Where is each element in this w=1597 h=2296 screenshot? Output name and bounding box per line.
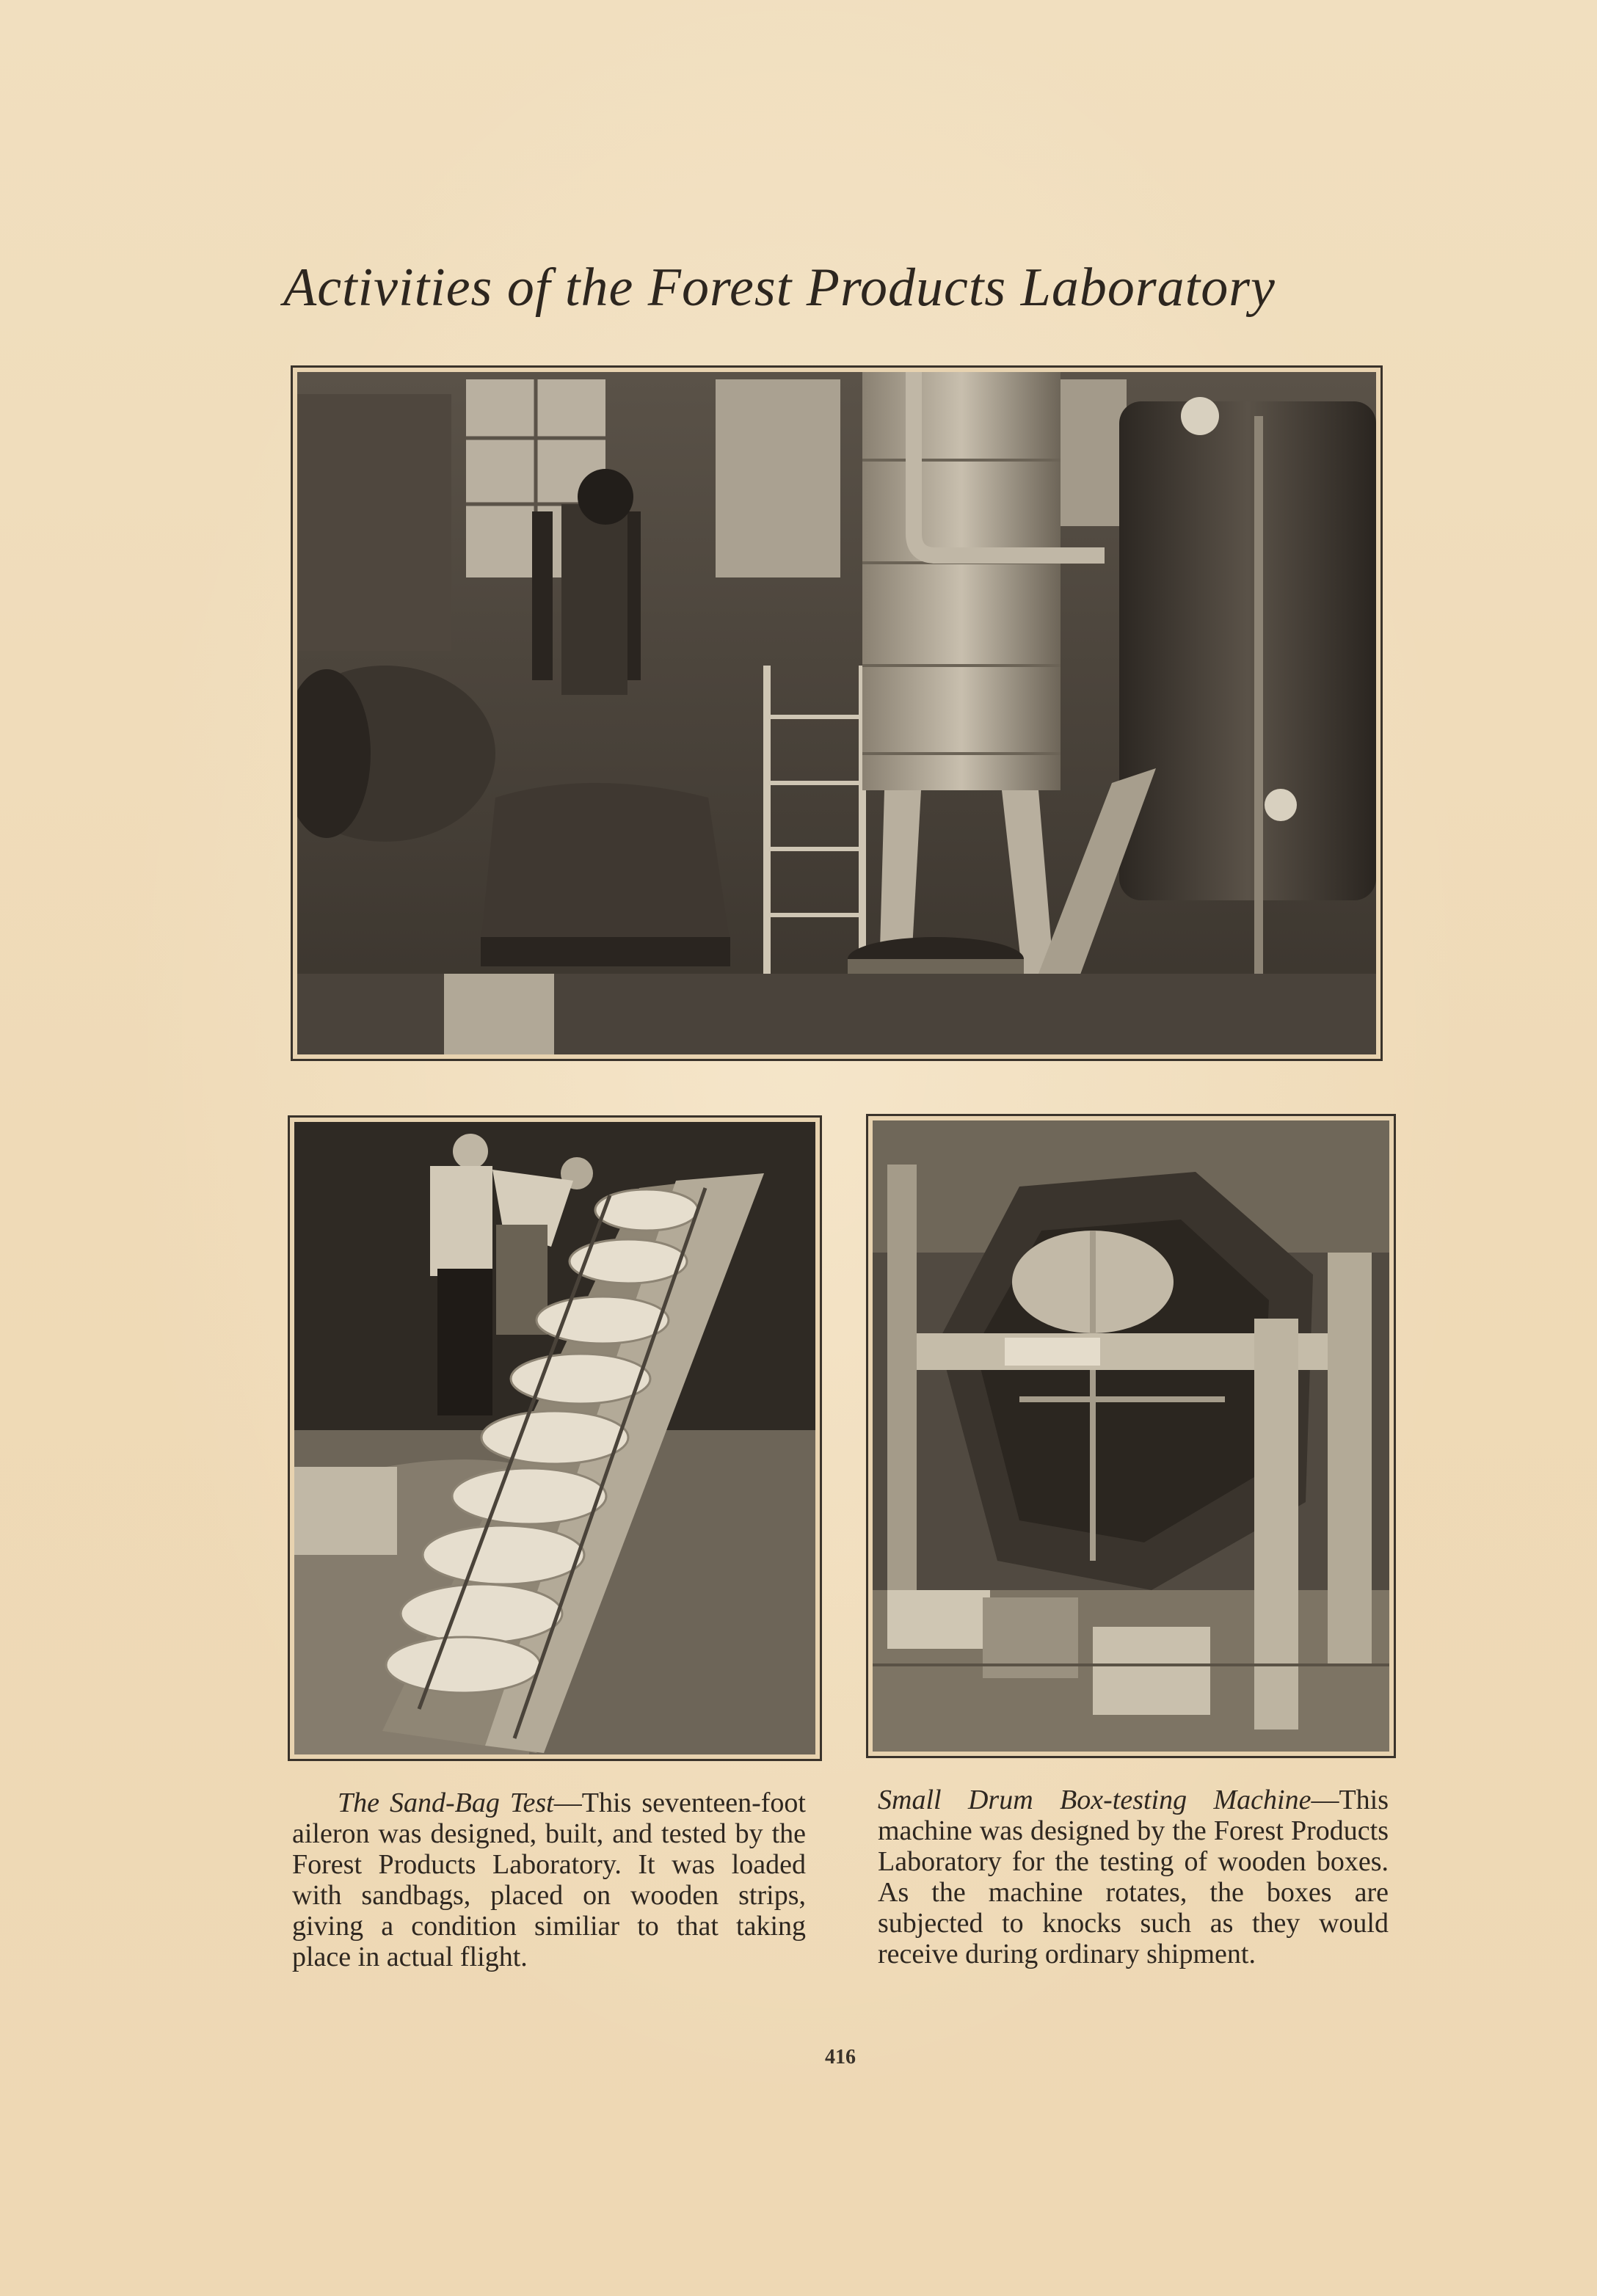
photo-image: [873, 1120, 1389, 1752]
photo-laboratory-machinery: [291, 365, 1383, 1061]
photo-image: [294, 1122, 815, 1754]
caption-sand-bag-test: [292, 1787, 806, 1972]
caption-text: —This machine was designed by the Forest Products Laboratory for the testing of wooden boxes. As the machine rotates, the boxes are subjected to knocks such as they would receive during ordinary shipment.: [878, 1785, 1389, 1969]
drum-machine-photo-illustration: [873, 1120, 1389, 1752]
photo-image: [297, 372, 1376, 1054]
page-number: 416: [825, 2046, 856, 2069]
sand-bag-photo-illustration: [294, 1122, 815, 1754]
caption-drum-box-testing-machine: [878, 1785, 1389, 1969]
page-title: Activities of the Forest Products Laboratory: [283, 258, 1276, 318]
caption-text: —This seventeen-foot aileron was designed, built, and tested by the Forest Products Laboratory. It was loaded with sandbags, placed on wooden strips, giving a condition similiar to that taking place in actual flight.: [292, 1787, 806, 1972]
caption-lead: The Sand-Bag Test: [338, 1787, 554, 1818]
photo-drum-box-testing-machine: [866, 1114, 1396, 1758]
caption-lead: Small Drum Box-testing Machine: [878, 1785, 1312, 1815]
machinery-photo-illustration: [297, 372, 1376, 1054]
photo-sand-bag-test: [288, 1115, 822, 1761]
